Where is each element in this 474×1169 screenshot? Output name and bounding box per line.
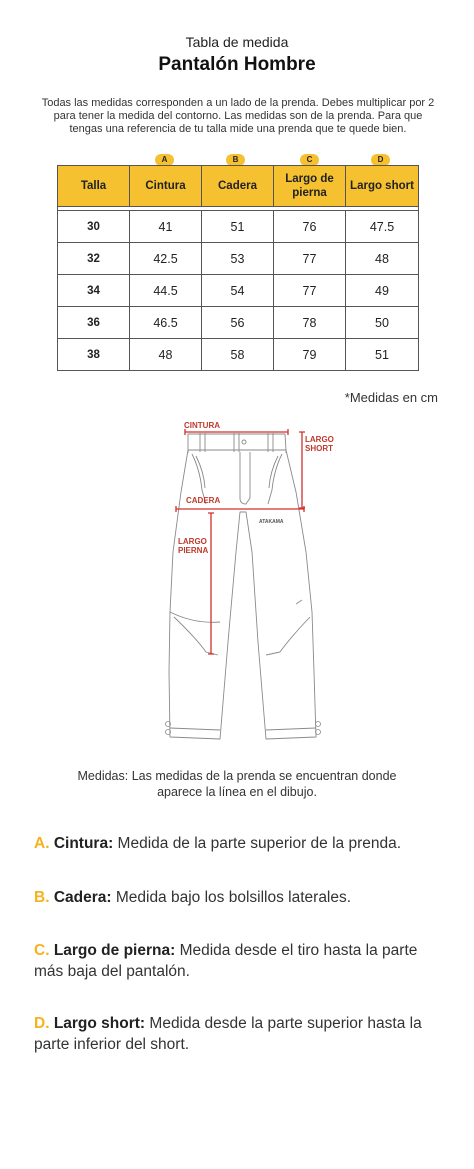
column-badge-c: C <box>300 154 319 166</box>
hem-snap-right-icon <box>316 722 321 727</box>
cell-cintura: 48 <box>130 339 202 371</box>
header-largo-pierna: Largo de pierna <box>274 166 346 207</box>
cell-largo-short: 50 <box>346 307 419 339</box>
cell-largo-pierna: 77 <box>274 243 346 275</box>
definition-text: Medida desde la parte superior hasta la parte inferior del short. <box>34 1015 422 1053</box>
column-badge-a: A <box>155 154 174 166</box>
cell-cadera: 51 <box>202 211 274 243</box>
cell-largo-pierna: 79 <box>274 339 346 371</box>
header-cadera: Cadera <box>202 166 274 207</box>
definition-term: Cadera: <box>53 889 112 906</box>
cell-cintura: 42.5 <box>130 243 202 275</box>
definition-text: Medida bajo los bolsillos laterales. <box>115 889 352 906</box>
page-subtitle: Tabla de medida <box>185 34 289 50</box>
definition-term: Cintura: <box>53 835 114 852</box>
cell-cintura: 46.5 <box>130 307 202 339</box>
cell-cadera: 53 <box>202 243 274 275</box>
definition-largo-pierna <box>34 940 444 982</box>
definition-cadera <box>34 887 444 908</box>
cell-talla: 38 <box>58 339 130 371</box>
definition-text: Medida desde el tiro hasta la parte más baja del pantalón. <box>34 942 418 980</box>
table-row <box>58 275 419 307</box>
column-badge-b: B <box>226 154 245 166</box>
cell-largo-pierna: 78 <box>274 307 346 339</box>
header-cintura: Cintura <box>130 166 202 207</box>
cell-talla: 34 <box>58 275 130 307</box>
table-row <box>58 243 419 275</box>
label-largo-pierna: LARGO PIERNA <box>178 537 209 555</box>
cell-largo-short: 48 <box>346 243 419 275</box>
table-row <box>58 339 419 371</box>
label-cintura: CINTURA <box>184 421 220 430</box>
table-header-row <box>58 166 419 207</box>
header-largo-short: Largo short <box>346 166 419 207</box>
pants-diagram <box>148 412 334 748</box>
cell-cintura: 44.5 <box>130 275 202 307</box>
page-title: Pantalón Hombre <box>158 54 316 75</box>
cell-talla: 32 <box>58 243 130 275</box>
definition-text: Medida de la parte superior de la prenda. <box>117 835 402 852</box>
cell-largo-short: 47.5 <box>346 211 419 243</box>
cell-cadera: 56 <box>202 307 274 339</box>
cell-talla: 30 <box>58 211 130 243</box>
cell-cadera: 58 <box>202 339 274 371</box>
units-note: *Medidas en cm <box>344 390 438 405</box>
cell-largo-short: 51 <box>346 339 419 371</box>
definition-letter: A. <box>34 835 50 852</box>
waistband-outline <box>188 434 286 450</box>
definition-largo-short <box>34 1013 444 1055</box>
label-cadera: CADERA <box>186 496 221 505</box>
pants-drawing <box>148 412 334 748</box>
definition-letter: C. <box>34 942 50 959</box>
cell-cintura: 41 <box>130 211 202 243</box>
size-table <box>57 165 419 371</box>
definition-cintura <box>34 833 444 854</box>
cell-cadera: 54 <box>202 275 274 307</box>
pants-outline <box>169 450 316 739</box>
table-row <box>58 307 419 339</box>
cell-largo-pierna: 77 <box>274 275 346 307</box>
diagram-caption: Medidas: Las medidas de la prenda se encuentran donde aparece la línea en el dibujo. <box>77 769 397 799</box>
definition-term: Largo de pierna: <box>53 942 176 959</box>
table-row <box>58 211 419 243</box>
cell-largo-pierna: 76 <box>274 211 346 243</box>
header-talla: Talla <box>58 166 130 207</box>
definition-letter: B. <box>34 889 50 906</box>
cell-largo-short: 49 <box>346 275 419 307</box>
label-largo-short: LARGO SHORT <box>305 435 334 453</box>
cell-talla: 36 <box>58 307 130 339</box>
intro-text: Todas las medidas corresponden a un lado de la prenda. Debes multiplicar por 2 para tener la medida del contorno. Las medidas son de la prenda. Para que tengas una referencia de tu talla mide una prenda que te quede bien. <box>41 97 435 135</box>
definition-term: Largo short: <box>53 1015 146 1032</box>
brand-logo: ATAKAMA <box>259 519 284 525</box>
definition-letter: D. <box>34 1015 50 1032</box>
column-badge-d: D <box>371 154 390 166</box>
